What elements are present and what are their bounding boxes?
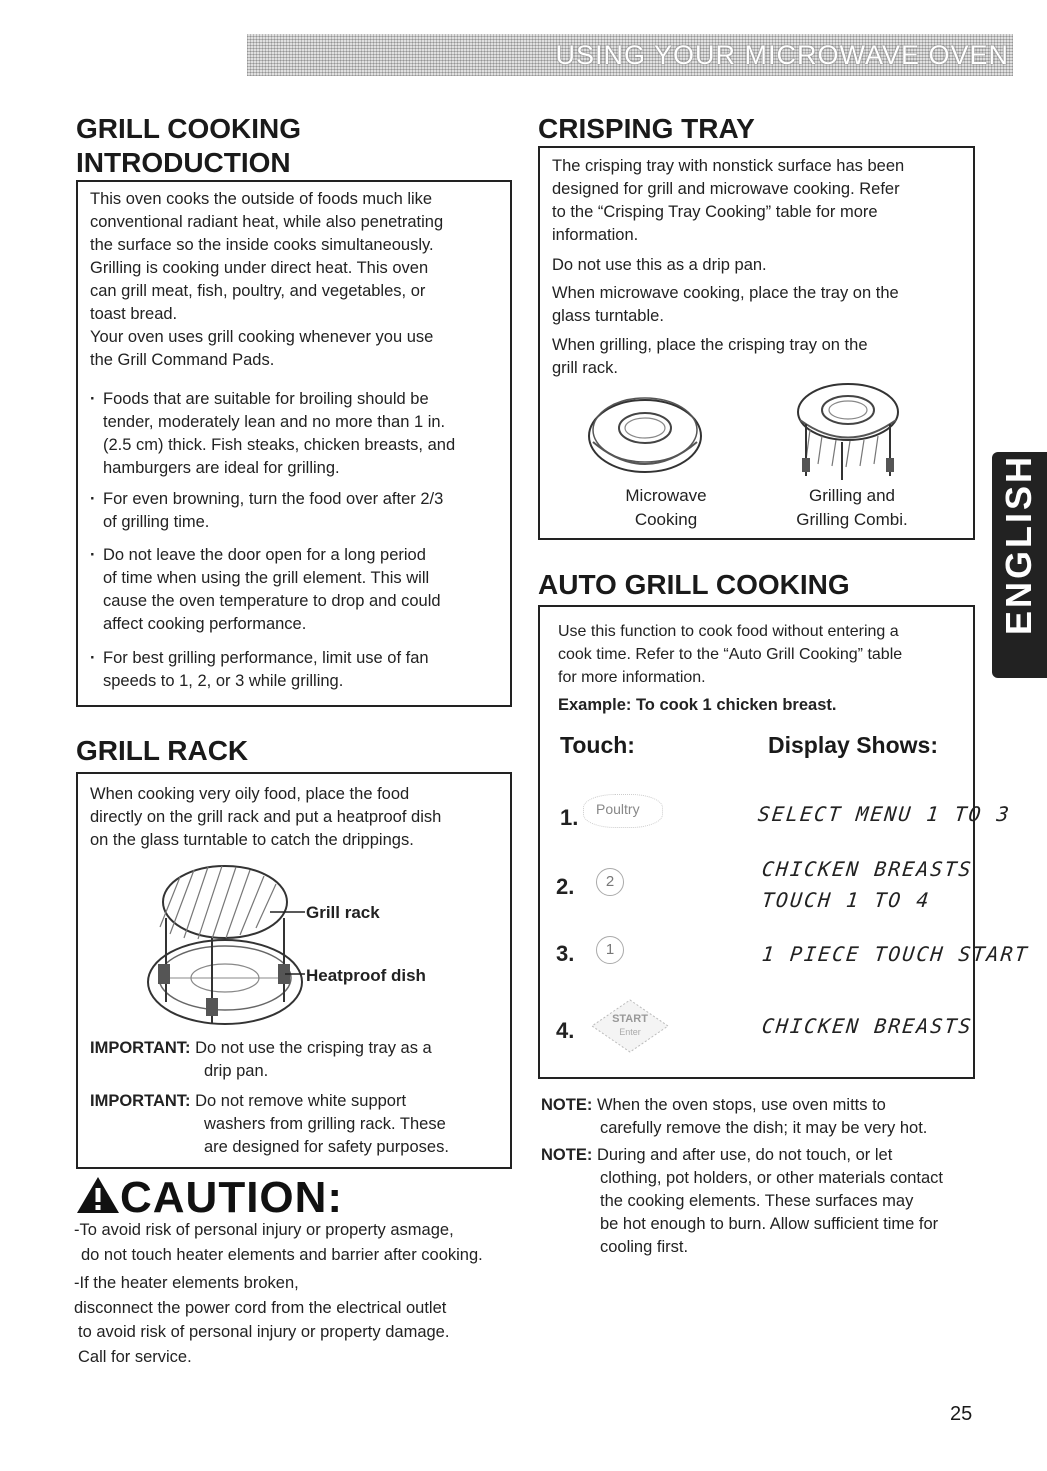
caption-microwave	[560, 484, 772, 532]
text-line: directly on the grill rack and put a heatproof dish	[90, 808, 442, 826]
language-tab	[992, 452, 1047, 678]
banner-title: USING YOUR MICROWAVE OVEN	[555, 40, 1009, 70]
col-touch-header: Touch:	[560, 732, 635, 758]
text-line: The crisping tray with nonstick surface has been	[552, 157, 905, 175]
text-line: of grilling time.	[103, 513, 210, 531]
important-label: IMPORTANT:	[90, 1092, 191, 1110]
text-line: are designed for safety purposes.	[204, 1138, 449, 1156]
auto-grill-title: AUTO GRILL COOKING	[538, 569, 850, 600]
grill-intro-bullet-4	[90, 647, 429, 693]
text-line: to the “Crisping Tray Cooking” table for more	[552, 203, 878, 221]
page-number: 25	[950, 1403, 973, 1425]
step-number: 1.	[560, 805, 579, 830]
text-line: carefully remove the dish; it may be very hot.	[600, 1119, 928, 1137]
text-line: do not touch heater elements and barrier after cooking.	[81, 1245, 483, 1264]
text-line: clothing, pot holders, or other materials contact	[600, 1169, 944, 1187]
caution-title: CAUTION:	[120, 1173, 344, 1222]
text-line: Grilling is cooking under direct heat. This oven	[90, 259, 429, 277]
crisping-tray-title: CRISPING TRAY	[538, 113, 755, 144]
important-label: IMPORTANT:	[90, 1039, 191, 1057]
text-line: Call for service.	[78, 1347, 192, 1366]
text-line: to avoid risk of personal injury or property damage.	[78, 1323, 450, 1341]
text-line: for more information.	[558, 669, 706, 686]
text-line: When microwave cooking, place the tray on the	[552, 284, 899, 302]
text-line: designed for grill and microwave cooking. Refer	[552, 180, 900, 198]
step-number: 4.	[556, 1018, 575, 1043]
text-line: cook time. Refer to the “Auto Grill Cooking” table	[558, 646, 903, 663]
text-line: Do not use the crisping tray as a	[195, 1039, 432, 1057]
caption-grilling	[752, 484, 952, 532]
important-note-1	[90, 1037, 432, 1083]
grill-intro-title-2: INTRODUCTION	[76, 147, 291, 178]
grill-intro-bullet-3	[90, 544, 441, 636]
text-line: disconnect the power cord from the electrical outlet	[74, 1298, 447, 1317]
grill-intro-bullet-2	[90, 488, 443, 534]
text-line: speeds to 1, 2, or 3 while grilling.	[103, 672, 344, 690]
crisping-tray-grill-illustration	[792, 380, 904, 480]
text-line: When grilling, place the crisping tray on the	[552, 336, 868, 354]
step-number: 3.	[556, 941, 575, 966]
display-step-3: 1 PIECE TOUCH START	[760, 942, 1031, 966]
text-line: -To avoid risk of personal injury or property asmage,	[74, 1221, 454, 1239]
text-line: Do not remove white support	[195, 1092, 407, 1110]
note-1	[541, 1094, 927, 1140]
text-line: the surface so the inside cooks simultaneously.	[90, 236, 434, 254]
text-line: Cooking	[634, 510, 698, 529]
text-line: on the glass turntable to catch the drippings.	[90, 831, 414, 849]
caution-heading	[76, 1173, 343, 1223]
header-banner	[247, 34, 1013, 76]
grill-intro-para1	[90, 188, 443, 372]
poultry-pad	[583, 794, 663, 828]
text-line: washers from grilling rack. These	[204, 1115, 446, 1133]
text-line: information.	[552, 226, 639, 244]
number-1-pad: 1	[596, 936, 624, 964]
grill-rack-title: GRILL RACK	[76, 735, 249, 766]
text-line: the Grill Command Pads.	[90, 351, 275, 369]
note-2	[541, 1144, 943, 1259]
text-line: Grilling Combi.	[796, 510, 908, 529]
heatproof-dish-label: Heatproof dish	[306, 966, 426, 985]
text-line: Grilling and	[809, 486, 895, 505]
display-step-1: SELECT MENU 1 TO 3	[756, 802, 1013, 826]
grill-intro-title-1: GRILL COOKING	[76, 113, 302, 144]
crisping-para3	[552, 282, 899, 328]
text-line: grill rack.	[552, 359, 619, 377]
auto-grill-para	[558, 620, 902, 689]
text-line: cause the oven temperature to drop and could	[103, 592, 441, 610]
grill-rack-para	[90, 783, 441, 852]
text-line: · Foods that are suitable for broiling should be	[103, 390, 429, 408]
text-line: can grill meat, fish, poultry, and vegetables, or	[90, 282, 426, 300]
text-line: During and after use, do not touch, or let	[596, 1146, 893, 1164]
number-2-pad: 2	[596, 868, 624, 896]
text-line: (2.5 cm) thick. Fish steaks, chicken breasts, and	[103, 436, 456, 454]
grill-rack-illustration	[140, 862, 310, 1034]
text-line: hamburgers are ideal for grilling.	[103, 459, 340, 477]
crisping-para2: Do not use this as a drip pan.	[552, 256, 767, 274]
text-line: Microwave	[625, 486, 707, 505]
text-line: be hot enough to burn. Allow sufficient time for	[600, 1215, 939, 1233]
display-step-2-line2: TOUCH 1 TO 4	[760, 888, 932, 912]
text-line: tender, moderately lean and no more than 1 in.	[103, 413, 446, 431]
text-line: of time when using the grill element. This will	[103, 569, 430, 587]
caution-text	[74, 1218, 483, 1369]
grill-intro-bullet-1	[90, 388, 455, 480]
note-label: NOTE:	[541, 1146, 593, 1164]
auto-grill-example: Example: To cook 1 chicken breast.	[558, 696, 837, 714]
text-line: When the oven stops, use oven mitts to	[596, 1096, 886, 1114]
start-pad-icon	[590, 998, 670, 1054]
text-line: When cooking very oily food, place the food	[90, 785, 410, 803]
text-line: Your oven uses grill cooking whenever you use	[90, 328, 434, 346]
text-line: -If the heater elements broken,	[74, 1274, 299, 1292]
text-line: · For even browning, turn the food over after 2/3	[103, 490, 444, 508]
text-line: · For best grilling performance, limit use of fan	[103, 649, 429, 667]
text-line: Use this function to cook food without entering a	[558, 623, 899, 640]
text-line: the cooking elements. These surfaces may	[600, 1192, 914, 1210]
text-line: toast bread.	[90, 305, 178, 323]
step-number: 2.	[556, 874, 575, 899]
text-line: cooling first.	[600, 1238, 689, 1256]
text-line: glass turntable.	[552, 307, 664, 325]
important-note-2	[90, 1090, 449, 1159]
enter-pad-label: Enter	[619, 1027, 641, 1037]
text-line: conventional radiant heat, while also penetrating	[90, 213, 444, 231]
crisping-tray-microwave-illustration	[585, 386, 705, 478]
poultry-pad-label: Poultry	[596, 801, 640, 817]
language-tab-label: ENGLISH	[998, 454, 1039, 636]
crisping-para4	[552, 334, 868, 380]
crisping-para1	[552, 155, 904, 247]
grill-rack-label: Grill rack	[306, 903, 380, 922]
display-step-2-line1: CHICKEN BREASTS	[760, 857, 974, 881]
text-line: drip pan.	[204, 1062, 269, 1080]
col-display-header: Display Shows:	[768, 732, 938, 758]
warning-icon	[76, 1176, 120, 1214]
text-line: affect cooking performance.	[103, 615, 307, 633]
text-line: This oven cooks the outside of foods much like	[90, 190, 433, 208]
text-line: · Do not leave the door open for a long period	[103, 546, 426, 564]
note-label: NOTE:	[541, 1096, 593, 1114]
start-pad-label: START	[612, 1013, 648, 1025]
display-step-4: CHICKEN BREASTS	[760, 1014, 974, 1038]
start-enter-pad	[590, 998, 670, 1054]
